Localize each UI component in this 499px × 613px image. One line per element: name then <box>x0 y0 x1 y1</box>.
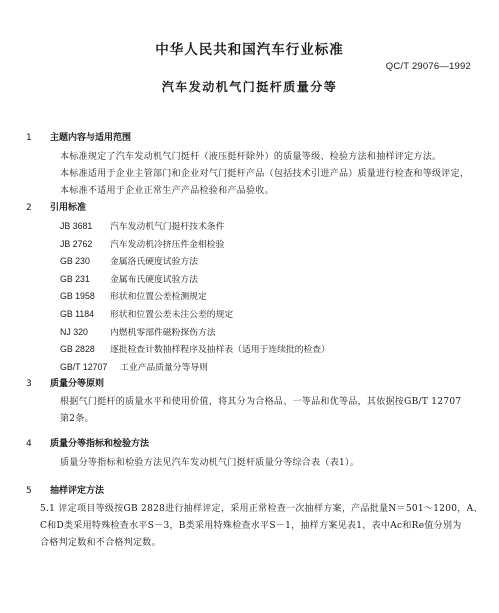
reference-title: 形状和位置公差未注公差的规定 <box>110 309 234 320</box>
paragraph-line: 本标准不适用于企业正常生产产品检验和产品验收。 <box>60 186 274 196</box>
paragraph-line: 本标准适用于企业主管部门和企业对气门挺杆产品（包括技术引进产品）质量进行检查和等级评定， <box>60 169 470 179</box>
reference-code: JB 3681 <box>60 221 93 231</box>
section-4-body <box>60 455 490 472</box>
reference-title: 内燃机零部件磁粉探伤方法 <box>110 327 216 338</box>
reference-title: 金属洛氏硬度试验方法 <box>110 257 198 268</box>
reference-code: GB 230 <box>60 256 90 267</box>
paragraph-line: 5.1 评定项目等级按GB 2828进行抽样评定，采用正常检查一次抽样方案，产品批量N＝501～1200，A、 <box>40 504 483 514</box>
section-title: 抽样评定方法 <box>50 486 105 496</box>
paragraph-line: C和D类采用特殊检查水平S－3，B类采用特殊检查水平S－1，抽样方案见表1，表中Ac和Re值分别为 <box>40 521 462 531</box>
reference-title: 金属布氏硬度试验方法 <box>110 274 198 285</box>
section-2-heading <box>26 200 86 213</box>
reference-title: 逐批检查计数抽样程序及抽样表（适用于连续批的检查） <box>110 345 330 356</box>
section-title: 质量分等指标和检验方法 <box>50 439 150 449</box>
paragraph-line: 合格判定数和不合格判定数。 <box>40 538 161 548</box>
section-5-body <box>40 501 492 552</box>
reference-code: GB/T 12707 <box>60 361 108 372</box>
reference-code: NJ 320 <box>60 326 88 337</box>
reference-item <box>60 341 330 359</box>
document-title: 汽车发动机气门挺杆质量分等 <box>161 80 338 94</box>
reference-code: GB 1184 <box>60 308 95 319</box>
section-title: 质量分等原则 <box>50 379 105 389</box>
section-5-heading <box>26 483 104 496</box>
section-4-heading <box>26 436 149 449</box>
section-1-heading <box>26 130 131 143</box>
paragraph-line: 质量分等指标和检验方法见汽车发动机气门挺杆质量分等综合表（表1）。 <box>60 458 360 468</box>
reference-item <box>60 271 330 289</box>
section-3-heading <box>26 376 104 389</box>
section-number: 4 <box>26 439 32 449</box>
section-number: 1 <box>26 133 32 143</box>
reference-item <box>60 236 330 254</box>
reference-list <box>60 218 330 376</box>
reference-title: 工业产品质量分等导则 <box>120 362 208 373</box>
reference-code: GB 2828 <box>60 344 95 355</box>
reference-code: JB 2762 <box>60 238 93 249</box>
standard-number: QC/T 29076—1992 <box>385 61 471 72</box>
reference-code: GB 1958 <box>60 291 95 302</box>
reference-item <box>60 324 330 342</box>
reference-item <box>60 359 330 377</box>
reference-item <box>60 253 330 271</box>
section-number: 3 <box>26 379 32 389</box>
reference-item <box>60 306 330 324</box>
paragraph-line: 根据气门挺杆的质量水平和使用价值，将其分为合格品、一等品和优等品，其依据按GB/T 12707 <box>60 397 462 407</box>
standard-title: 中华人民共和国汽车行业标准 <box>155 42 344 58</box>
section-title: 主题内容与适用范围 <box>50 133 132 143</box>
section-number: 2 <box>26 203 32 213</box>
paragraph-line: 本标准规定了汽车发动机气门挺杆（液压挺杆除外）的质量等级、检验方法和抽样评定方法。 <box>60 152 442 162</box>
section-3-body <box>60 394 490 428</box>
paragraph-line: 第2条。 <box>60 414 94 424</box>
reference-code: GB 231 <box>60 273 90 284</box>
section-1-body <box>60 149 490 200</box>
reference-item <box>60 288 330 306</box>
section-title: 引用标准 <box>50 203 87 213</box>
reference-item <box>60 218 330 236</box>
reference-title: 形状和位置公差检测规定 <box>110 292 207 303</box>
section-number: 5 <box>26 486 32 496</box>
reference-title: 汽车发动机气门挺杆技术条件 <box>110 222 225 232</box>
reference-title: 汽车发动机冷挤压件金相检验 <box>110 239 225 250</box>
